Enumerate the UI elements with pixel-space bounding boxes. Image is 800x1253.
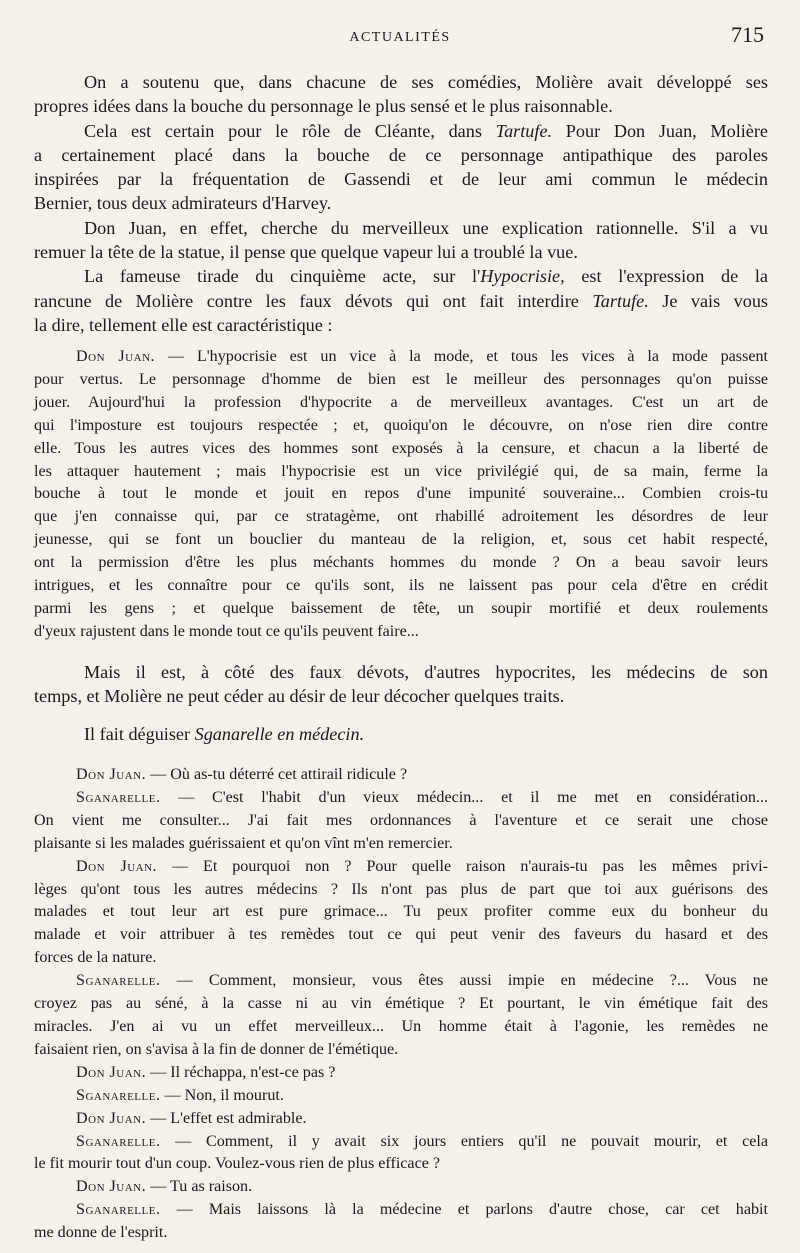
text-line: parmi les gens ; et quelque baissement de tête, un soupir mortifié et deux roulements — [34, 599, 768, 617]
tirade-quote — [34, 346, 768, 644]
speaker-don-juan: Don Juan. — [76, 1063, 147, 1081]
dialogue-line: Don Juan. — Où as-tu déterré cet attirail ridicule ? — [76, 766, 408, 783]
text-line: propres idées dans la bouche du personnage le plus sensé et le plus raisonnable. — [34, 96, 613, 117]
dialogue-line: Sganarelle. — C'est l'habit d'un vieux médecin... et il me met en considération... — [76, 788, 768, 806]
intro-paragraphs — [34, 70, 768, 337]
speaker-don-juan: Don Juan. — [76, 1178, 147, 1196]
dialogue-line: me donne de l'esprit. — [34, 1224, 168, 1242]
italic-title: Hypocrisie, — [480, 266, 565, 287]
dialogue-line: le fit mourir tout d'un coup. Voulez-vous rien de plus efficace ? — [34, 1155, 441, 1173]
dialogue-line: faisaient rien, on s'avisa à la fin de donner de l'émétique. — [34, 1040, 399, 1058]
italic-direction: Sganarelle en médecin. — [194, 724, 365, 744]
dialogue-line: plaisante si les malades guérissaient et qu'on vînt m'en remercier. — [34, 834, 453, 852]
text-line: pour vertus. Le personnage d'homme de bien est le meilleur des personnages qu'on puisse — [34, 370, 768, 388]
dialogue-line: Sganarelle. — Comment, il y avait six jours entiers qu'il ne pouvait mourir, et cela — [76, 1132, 768, 1150]
dialogue-line: Sganarelle. — Non, il mourut. — [76, 1086, 284, 1104]
text-line: Il fait déguiser Sganarelle en médecin. — [84, 724, 365, 744]
dialogue-line: Sganarelle. — Mais laissons là la médecine et parlons d'autre chose, car cet habit — [76, 1201, 768, 1219]
text-line: jeunesse, qui se font un bouclier du manteau de la religion, et, sous cet habit respecté, — [34, 531, 768, 549]
speaker-sganarelle: Sganarelle. — [76, 1201, 161, 1219]
speaker-don-juan: Don Juan. — [76, 766, 147, 783]
text-line: Don Juan, en effet, cherche du merveilleux une explication rationnelle. S'il a vu — [84, 217, 768, 238]
stage-direction — [34, 722, 768, 746]
dialogue-line: malades et tout leur art est pure grimace... Tu peux profiter comme eux du bonheur du — [34, 903, 768, 921]
italic-title: Tartufe. — [495, 120, 553, 141]
text-line: Don Juan. — L'hypocrisie est un vice à la mode, et tous les vices à la mode passent — [76, 348, 768, 365]
speaker-don-juan: Don Juan. — [76, 857, 158, 875]
italic-title: Tartufe. — [592, 290, 649, 311]
middle-paragraph — [34, 660, 768, 709]
dialogue-line: forces de la nature. — [34, 949, 157, 967]
text-line: d'yeux rajustent dans le monde tout ce qu'ils peuvent faire... — [34, 622, 419, 640]
text-line: intrigues, et les connaître pour ce qu'ils sont, ils ne laissent pas pour cela d'être en crédit — [34, 577, 768, 595]
dialogue-line: Don Juan. — Il réchappa, n'est-ce pas ? — [76, 1063, 336, 1081]
page-number: 715 — [731, 22, 764, 47]
speaker-name: Don Juan. — [76, 348, 156, 365]
dialogue-line: On vient me consulter... J'ai fait mes ordonnances à l'aventure et ce serait une chose — [34, 811, 768, 829]
dialogue — [34, 764, 768, 1245]
speaker-sganarelle: Sganarelle. — [76, 788, 161, 806]
text-line: la dire, tellement elle est caractéristique : — [34, 314, 333, 335]
speaker-sganarelle: Sganarelle. — [76, 1132, 161, 1150]
text-line: On a soutenu que, dans chacune de ses comédies, Molière avait développé ses — [84, 72, 768, 92]
dialogue-line: Don Juan. — Et pourquoi non ? Pour quelle raison n'aurais-tu pas les mêmes privi- — [76, 857, 768, 875]
text-line: les attaquer hautement ; mais l'hypocrisie est un vice privilégié qui, de sa main, ferme la — [34, 462, 768, 480]
running-title: ACTUALITÉS — [349, 30, 451, 45]
dialogue-line: Sganarelle. — Comment, monsieur, vous êtes aussi impie en médecine ?... Vous ne — [76, 972, 768, 990]
dialogue-line: Don Juan. — Tu as raison. — [76, 1178, 253, 1196]
dialogue-line: croyez pas au séné, à la casse ni au vin émétique ? Et pourtant, le vin émétique fait des — [34, 995, 768, 1013]
text-line: qui l'imposture est toujours respectée ; et, quoiqu'on le découvre, on n'ose rien dire contre — [34, 416, 768, 434]
text-line: jouer. Aujourd'hui la profession d'hypocrite a de merveilleux avantages. C'est un art de — [34, 393, 768, 411]
text-line: bouche à tout le monde et jouit en repos d'une impunité souveraine... Combien crois-tu — [34, 485, 768, 503]
dialogue-line: lèges qu'ont tous les autres médecins ? Ils n'ont pas plus de part que toi aux guérisons des — [34, 880, 768, 898]
text-line: ont la permission d'être les plus méchants hommes du monde ? On a beau savoir leurs — [34, 554, 768, 572]
speaker-don-juan: Don Juan. — [76, 1109, 147, 1127]
text-line: inspirées par la fréquentation de Gassendi et de leur ami commun le médecin — [34, 169, 768, 190]
speaker-sganarelle: Sganarelle. — [76, 1086, 161, 1104]
text-line: rancune de Molière contre les faux dévots qui ont fait interdire Tartufe. Je vais vous — [34, 290, 769, 311]
speaker-sganarelle: Sganarelle. — [76, 972, 161, 990]
text-line: remuer la tête de la statue, il pense que quelque vapeur lui a troublé la vue. — [34, 242, 578, 263]
text-line: que j'en connaisse qui, par ce stratagème, ont rhabillé adroitement les désordres de leur — [34, 508, 768, 526]
dialogue-line: malade et voir attribuer à tes remèdes tout ce qui peut venir des faveurs du hasard et des — [34, 926, 768, 944]
dialogue-line: Don Juan. — L'effet est admirable. — [76, 1109, 307, 1127]
text-line: Mais il est, à côté des faux dévots, d'autres hypocrites, les médecins de son — [84, 662, 768, 682]
text-line: a certainement placé dans la bouche de ce personnage antipathique des paroles — [34, 144, 768, 165]
text-line: Bernier, tous deux admirateurs d'Harvey. — [34, 193, 332, 214]
text-line: La fameuse tirade du cinquième acte, sur l'Hypocrisie, est l'expression de la — [84, 266, 768, 287]
dialogue-line: miracles. J'en ai vu un effet merveilleux... Un homme était à l'agonie, les remèdes ne — [34, 1017, 768, 1035]
text-line: elle. Tous les autres vices des hommes sont exposés à la censure, et chacun a la liberté de — [34, 439, 768, 457]
text-line: temps, et Molière ne peut céder au désir de leur décocher quelques traits. — [34, 686, 565, 707]
text-line: Cela est certain pour le rôle de Cléante, dans Tartufe. Pour Don Juan, Molière — [84, 120, 768, 141]
